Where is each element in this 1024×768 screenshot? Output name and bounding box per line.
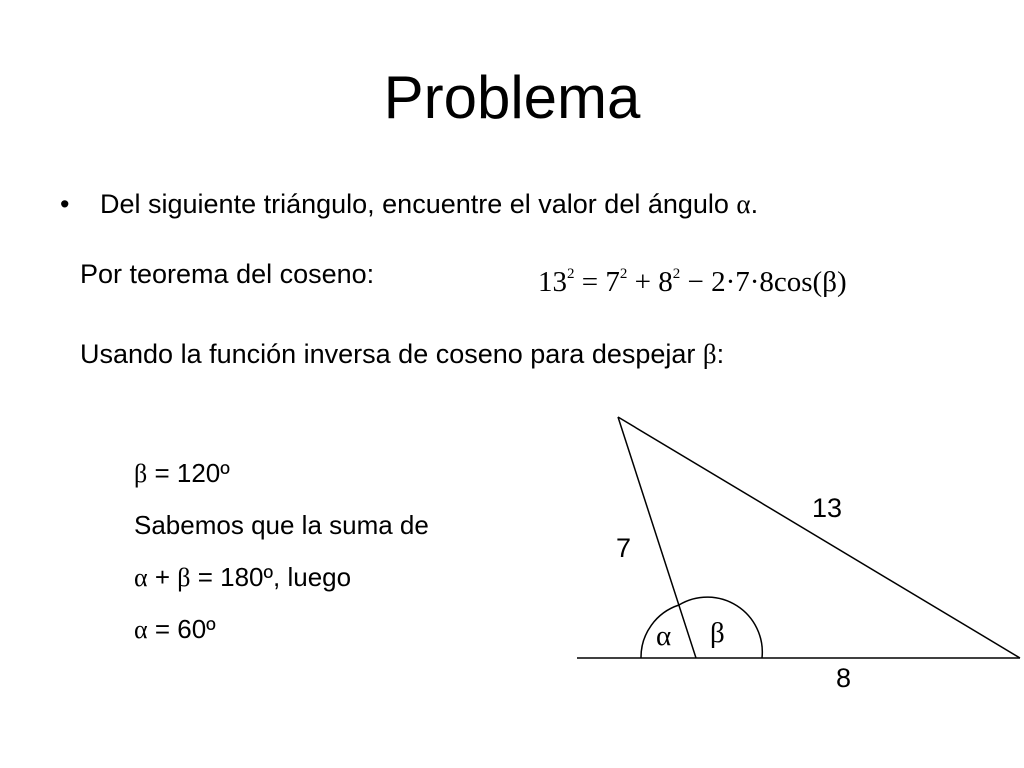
step-sum-text: Sabemos que la suma de bbox=[134, 510, 429, 540]
eq-term-a: 13 bbox=[538, 266, 567, 298]
eq-exp-a: 2 bbox=[567, 266, 575, 282]
step-beta-symbol: β bbox=[134, 459, 148, 488]
step-sum-beta: β bbox=[177, 563, 191, 592]
problem-text: Del siguiente triángulo, encuentre el valor del ángulo bbox=[100, 189, 737, 219]
law-of-cosines-label: Por teorema del coseno: bbox=[80, 259, 375, 289]
side-label-7: 7 bbox=[616, 533, 632, 563]
eq-exp-b: 2 bbox=[619, 266, 628, 282]
side-label-13: 13 bbox=[812, 493, 843, 523]
eq-exp-c: 2 bbox=[672, 266, 681, 282]
bullet-marker: • bbox=[60, 189, 70, 219]
inverse-cosine-text: Usando la función inversa de coseno para despejar bbox=[80, 339, 703, 369]
eq-plus: + bbox=[627, 266, 659, 298]
step-alpha-rest: = 60º bbox=[147, 614, 216, 644]
alpha-symbol: α bbox=[736, 189, 751, 219]
slide-title: Problema bbox=[383, 64, 641, 131]
step-sum-alpha: α bbox=[134, 563, 148, 592]
eq-rest: − 2·7·8cos(β) bbox=[680, 266, 847, 298]
side-label-8: 8 bbox=[836, 663, 852, 693]
eq-equals: = bbox=[574, 266, 606, 298]
step-alpha-symbol: α bbox=[134, 615, 148, 644]
step-beta-rest: = 120º bbox=[147, 458, 230, 488]
step-sum-rest: = 180º, luego bbox=[190, 562, 352, 592]
beta-symbol: β bbox=[702, 339, 717, 369]
side-13 bbox=[618, 417, 1020, 658]
angle-label-beta: β bbox=[710, 617, 725, 649]
eq-term-c: 8 bbox=[658, 266, 673, 298]
angle-label-alpha: α bbox=[656, 620, 672, 652]
problem-end: . bbox=[750, 189, 759, 219]
eq-term-b: 7 bbox=[605, 266, 620, 298]
step-sum-plus: + bbox=[147, 562, 178, 592]
inverse-cosine-end: : bbox=[716, 339, 725, 369]
